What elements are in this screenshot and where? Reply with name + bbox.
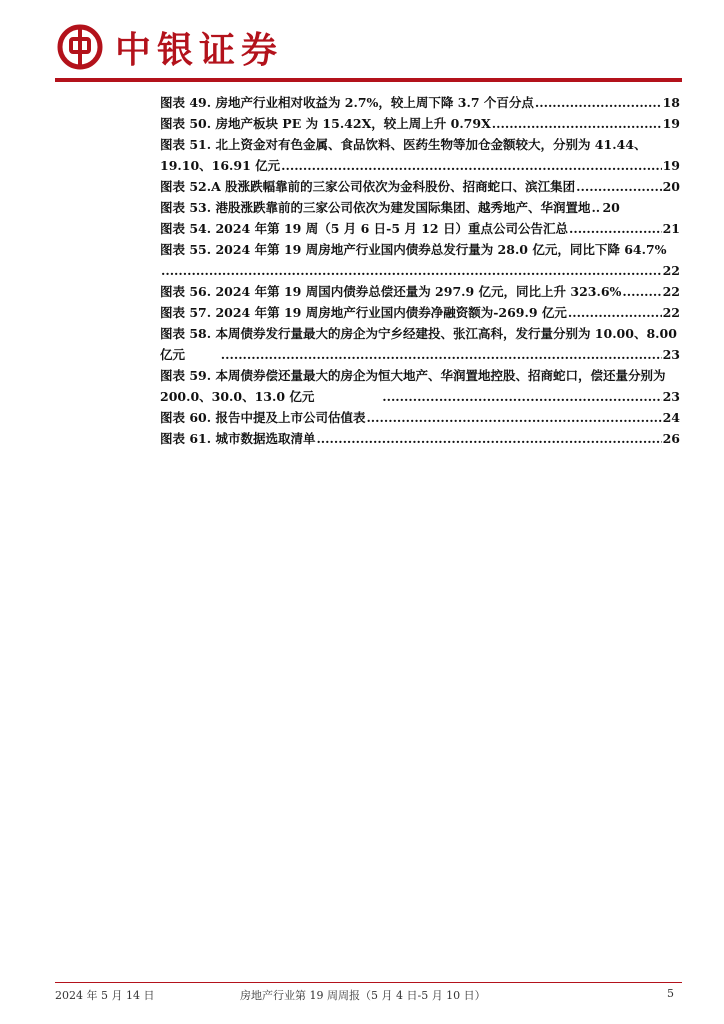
leader-dots [569,218,662,239]
toc-entry[interactable] [160,197,680,218]
toc-entry-title: 图表 56. 2024 年第 19 周国内债券总偿还量为 297.9 亿元，同比上升 323.6% [160,284,622,299]
toc-entry[interactable] [160,134,680,176]
toc-entry-page: 26 [662,431,680,446]
toc-entry-page: 19 [662,158,680,173]
toc-entry-page: 20 [662,179,680,194]
toc-entry[interactable] [160,407,680,428]
toc-entry-title: 图表 53. 港股涨跌靠前的三家公司依次为建发国际集团、越秀地产、华润置地 [160,200,591,215]
toc-entry[interactable] [160,239,680,281]
leader-dots [576,176,661,197]
page-header [55,18,685,78]
toc-entry[interactable] [160,218,680,239]
toc-entry[interactable] [160,113,680,134]
leader-dots [591,197,601,218]
toc-entry-title: 图表 60. 报告中提及上市公司估值表 [160,410,366,425]
brand-name: 中银证券 [115,29,284,71]
bank-of-china-logo-icon [57,24,103,70]
toc-entry-page: 23 [662,347,680,362]
figure-index [160,92,680,449]
toc-entry-page: 19 [662,116,680,131]
page-number: 5 [667,987,674,1000]
leader-dots [535,92,662,113]
toc-entry[interactable] [160,92,680,113]
leader-dots [622,281,661,302]
leader-dots [568,302,662,323]
toc-entry-title: 图表 49. 房地产行业相对收益为 2.7%，较上周下降 3.7 个百分点 [160,95,534,110]
footer-divider [55,982,682,983]
toc-entry-title: 图表 59. 本周债券偿还量最大的房企为恒大地产、华润置地控股、招商蛇口，偿还量分别为 200.0、30.0、13.0 亿元 [160,368,666,404]
report-title: 房地产行业第 19 周周报（5 月 4 日-5 月 10 日） [240,989,486,1002]
toc-entry-title: 图表 55. 2024 年第 19 周房地产行业国内债券总发行量为 28.0 亿元，同比下降 64.7% [160,242,667,257]
toc-entry[interactable] [160,365,680,407]
leader-dots [281,155,661,176]
toc-entry[interactable] [160,428,680,449]
toc-entry-page: 22 [662,284,680,299]
header-divider [55,78,682,82]
toc-entry-title: 图表 51. 北上资金对有色金属、食品饮料、医药生物等加仓金额较大，分别为 41.44、19.10、16.91 亿元 [160,137,647,173]
toc-entry-title: 图表 52.A 股涨跌幅靠前的三家公司依次为金科股份、招商蛇口、滨江集团 [160,179,576,194]
toc-entry-title: 图表 57. 2024 年第 19 周房地产行业国内债券净融资额为-269.9 亿元 [160,305,567,320]
toc-entry-title: 图表 58. 本周债券发行量最大的房企为宁乡经建投、张江高科，发行量分别为 10.00、8.00 亿元 [160,326,677,362]
toc-entry-page: 23 [662,389,680,404]
leader-dots [492,113,662,134]
toc-entry-page: 22 [662,263,680,278]
toc-entry[interactable] [160,281,680,302]
toc-entry-page: 20 [602,200,620,215]
toc-entry-page: 18 [662,95,680,110]
toc-entry-page: 21 [662,221,680,236]
toc-entry-title: 图表 54. 2024 年第 19 周（5 月 6 日-5 月 12 日）重点公司公告汇总 [160,221,568,236]
toc-entry[interactable] [160,302,680,323]
toc-entry[interactable] [160,176,680,197]
leader-dots [221,344,662,365]
toc-entry[interactable] [160,323,680,365]
leader-dots [316,428,661,449]
toc-entry-page: 24 [662,410,680,425]
leader-dots [161,260,662,281]
report-date: 2024 年 5 月 14 日 [55,989,155,1002]
toc-entry-title: 图表 50. 房地产板块 PE 为 15.42X，较上周上升 0.79X [160,116,491,131]
leader-dots [366,407,661,428]
leader-dots [382,386,661,407]
toc-entry-title: 图表 61. 城市数据选取清单 [160,431,316,446]
toc-entry-page: 22 [662,305,680,320]
